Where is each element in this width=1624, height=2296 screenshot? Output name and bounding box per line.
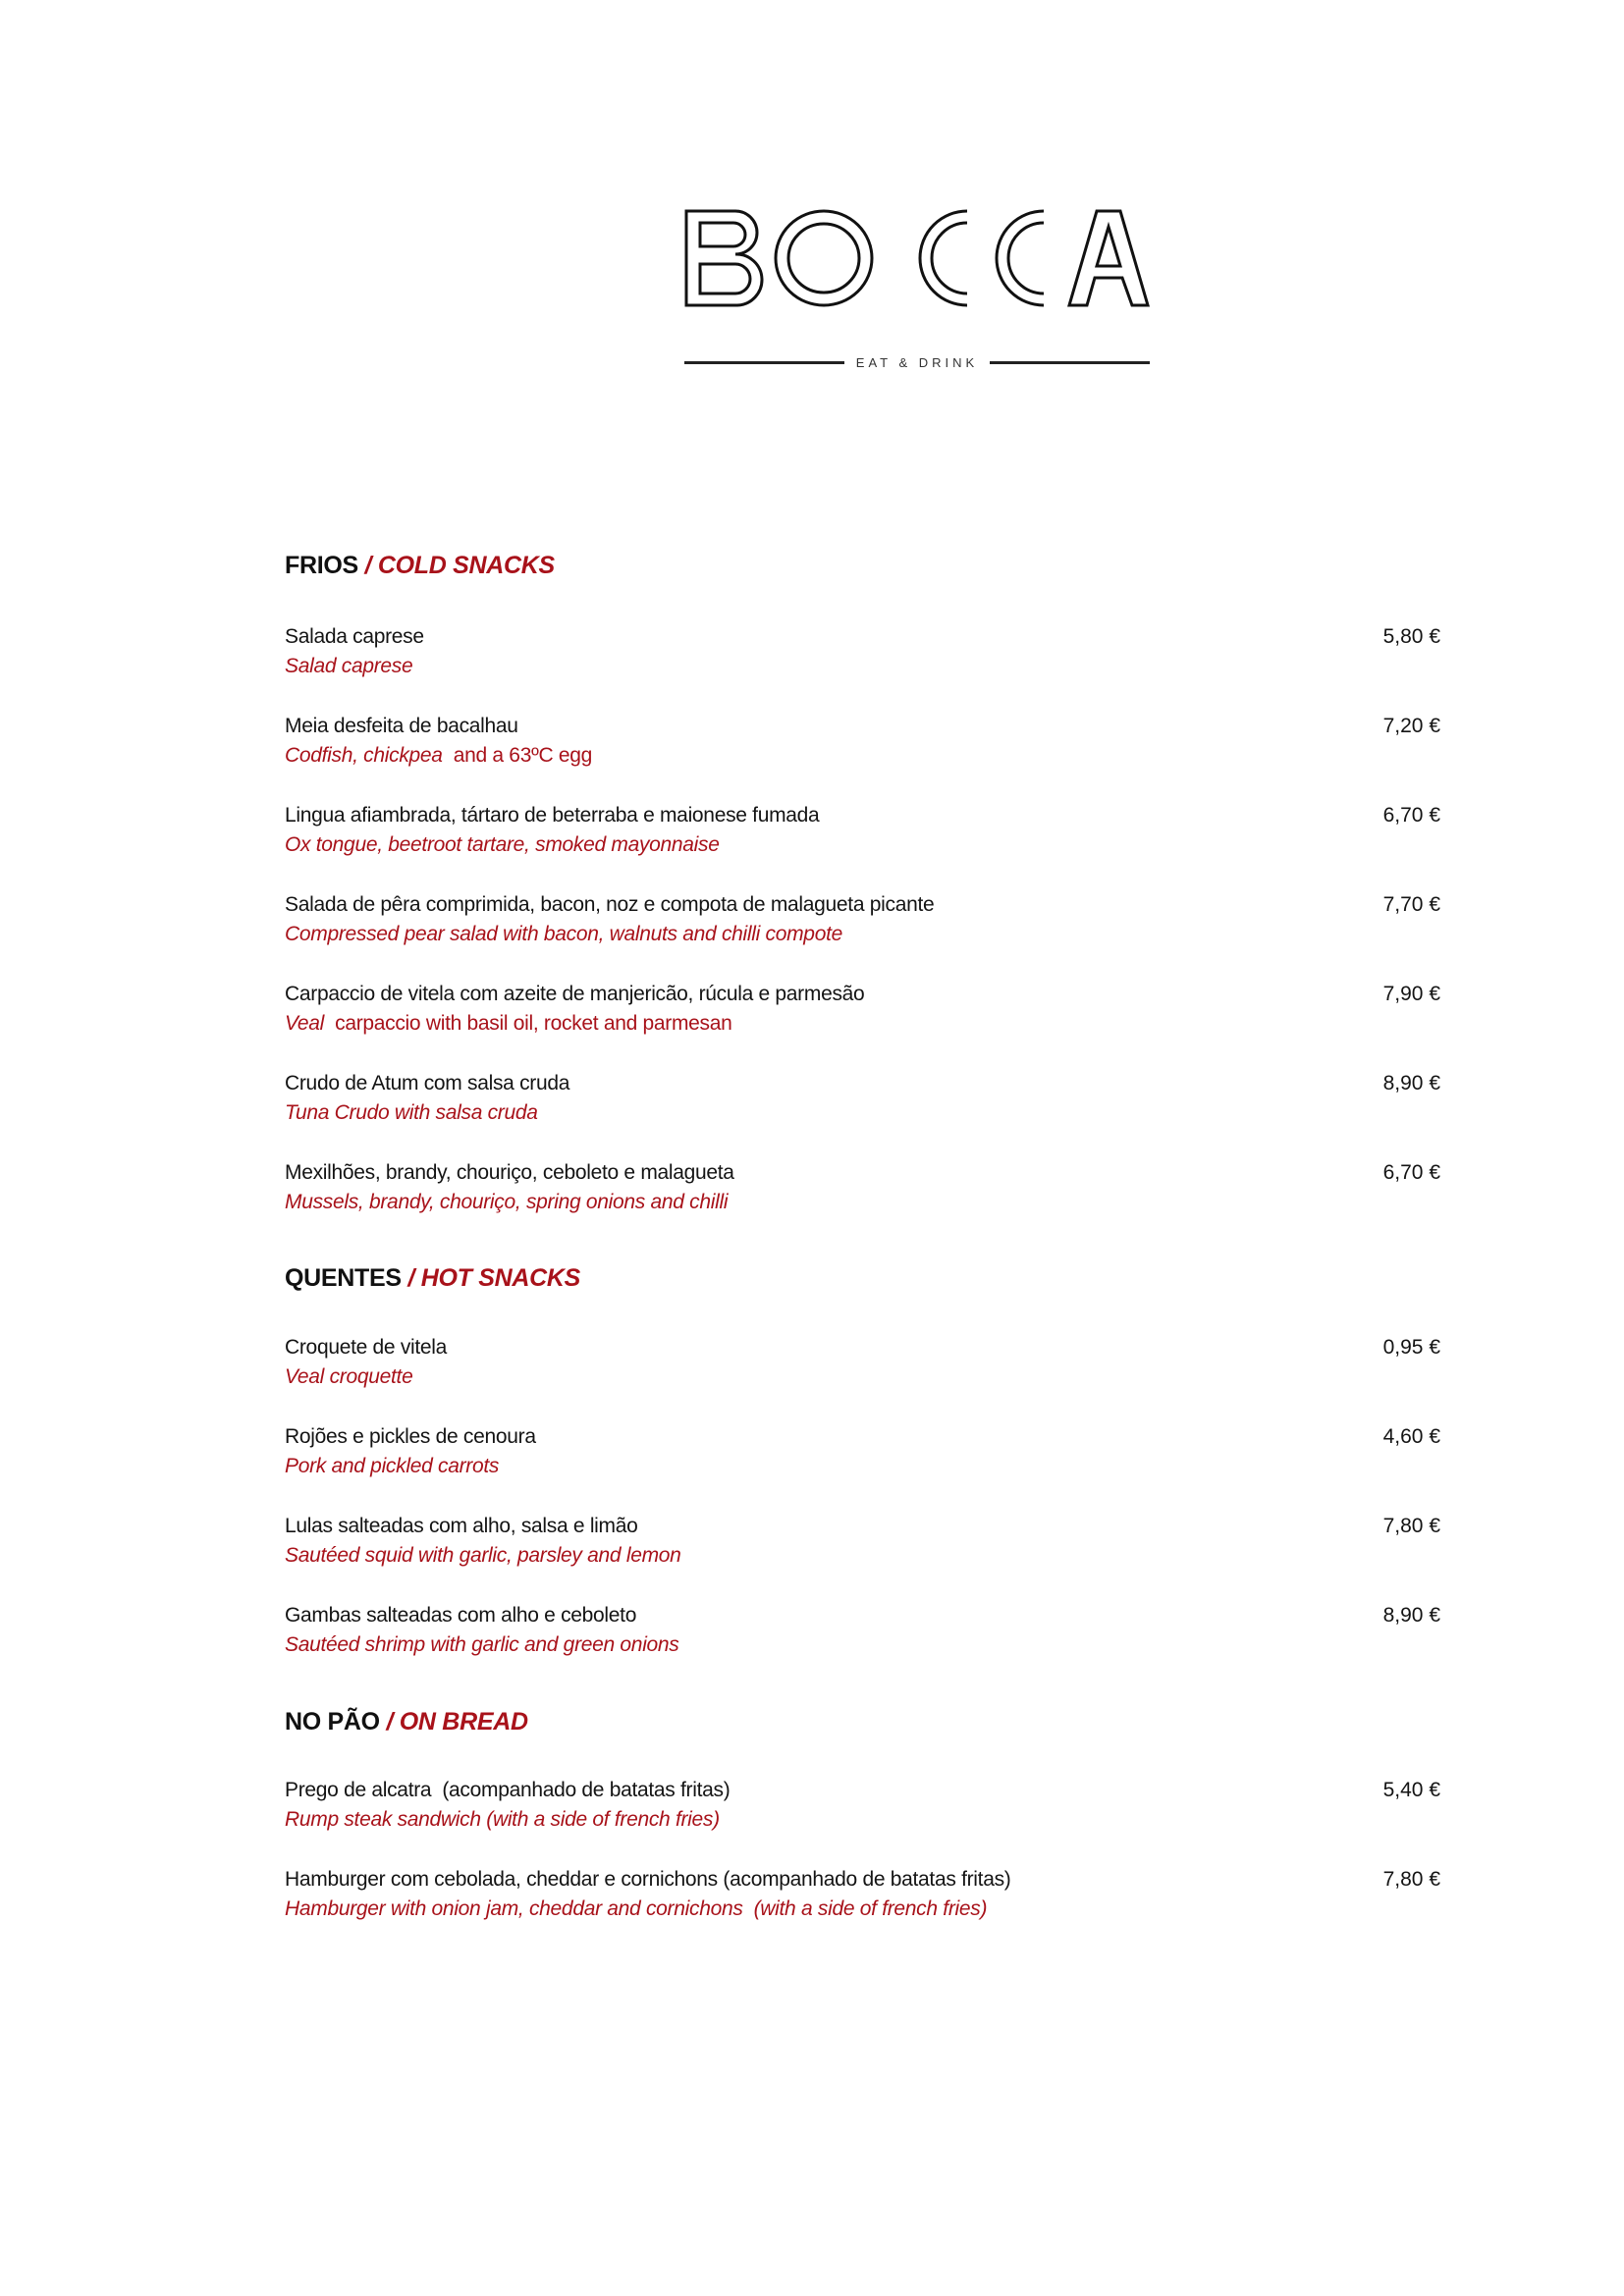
item-name-pt: Salada caprese bbox=[285, 625, 424, 648]
section-title-en: HOT SNACKS bbox=[420, 1264, 580, 1292]
item-price: 7,80 € bbox=[1382, 1515, 1440, 1537]
divider-line-left bbox=[684, 361, 844, 364]
item-name-en: Veal croquette bbox=[285, 1365, 413, 1388]
item-name-pt: Carpaccio de vitela com azeite de manjericão, rúcula e parmesão bbox=[285, 983, 865, 1005]
section-title-en: COLD SNACKS bbox=[377, 552, 555, 579]
section-title-on-bread bbox=[285, 1708, 528, 1736]
item-name-pt: Prego de alcatra (acompanhado de batatas fritas) bbox=[285, 1779, 731, 1801]
section-separator: / bbox=[379, 1708, 400, 1735]
item-name-pt: Crudo de Atum com salsa cruda bbox=[285, 1072, 570, 1095]
menu-item bbox=[285, 1333, 1440, 1394]
section-title-hot-snacks bbox=[285, 1264, 580, 1293]
item-name-en: Compressed pear salad with bacon, walnuts and chilli compote bbox=[285, 923, 842, 945]
item-name-pt: Croquete de vitela bbox=[285, 1336, 448, 1359]
menu-item bbox=[285, 622, 1440, 683]
item-price: 0,95 € bbox=[1382, 1336, 1440, 1359]
item-price: 8,90 € bbox=[1382, 1604, 1440, 1627]
section-title-cold-snacks bbox=[285, 552, 555, 580]
item-name-pt: Lulas salteadas com alho, salsa e limão bbox=[285, 1515, 638, 1537]
item-price: 7,90 € bbox=[1382, 983, 1440, 1005]
menu-item bbox=[285, 712, 1440, 773]
menu-item bbox=[285, 1512, 1440, 1573]
menu-item bbox=[285, 801, 1440, 862]
section-title-pt: NO PÃO bbox=[285, 1708, 380, 1735]
item-price: 6,70 € bbox=[1382, 1161, 1440, 1184]
item-name-pt: Rojões e pickles de cenoura bbox=[285, 1425, 536, 1448]
item-price: 8,90 € bbox=[1382, 1072, 1440, 1095]
item-price: 5,80 € bbox=[1382, 625, 1440, 648]
item-name-pt: Gambas salteadas com alho e ceboleto bbox=[285, 1604, 637, 1627]
tagline-text: EAT & DRINK bbox=[855, 354, 979, 370]
item-name-en: Sautéed shrimp with garlic and green onions bbox=[285, 1633, 679, 1656]
item-name-en: Veal carpaccio with basil oil, rocket and parmesan bbox=[285, 1012, 732, 1035]
item-price: 5,40 € bbox=[1382, 1779, 1440, 1801]
item-name-en: Rump steak sandwich (with a side of french fries) bbox=[285, 1808, 720, 1831]
item-name-pt: Hamburger com cebolada, cheddar e cornichons (acompanhado de batatas fritas) bbox=[285, 1868, 1011, 1891]
item-name-en: Mussels, brandy, chouriço, spring onions and chilli bbox=[285, 1191, 729, 1213]
menu-item bbox=[285, 1069, 1440, 1130]
item-price: 4,60 € bbox=[1382, 1425, 1440, 1448]
bocca-logo bbox=[684, 209, 1150, 307]
menu-item bbox=[285, 1422, 1440, 1483]
item-name-pt: Salada de pêra comprimida, bacon, noz e compota de malagueta picante bbox=[285, 893, 935, 916]
section-title-pt: QUENTES bbox=[285, 1264, 402, 1292]
item-name-pt: Lingua afiambrada, tártaro de beterraba e maionese fumada bbox=[285, 804, 820, 827]
menu-item bbox=[285, 1601, 1440, 1662]
menu-item bbox=[285, 1776, 1440, 1837]
item-name-en: Hamburger with onion jam, cheddar and cornichons (with a side of french fries) bbox=[285, 1897, 988, 1920]
menu-item bbox=[285, 1865, 1440, 1926]
item-price: 7,80 € bbox=[1382, 1868, 1440, 1891]
menu-item bbox=[285, 890, 1440, 951]
section-separator: / bbox=[357, 552, 378, 579]
section-separator: / bbox=[401, 1264, 421, 1292]
tagline bbox=[684, 351, 1150, 373]
section-title-en: ON BREAD bbox=[399, 1708, 528, 1735]
item-name-pt: Mexilhões, brandy, chouriço, ceboleto e malagueta bbox=[285, 1161, 734, 1184]
item-name-en: Pork and pickled carrots bbox=[285, 1455, 500, 1477]
item-price: 6,70 € bbox=[1382, 804, 1440, 827]
item-name-en: Sautéed squid with garlic, parsley and lemon bbox=[285, 1544, 681, 1567]
item-price: 7,20 € bbox=[1382, 715, 1440, 737]
divider-line-right bbox=[990, 361, 1150, 364]
item-name-en: Ox tongue, beetroot tartare, smoked mayonnaise bbox=[285, 833, 720, 856]
menu-item bbox=[285, 980, 1440, 1041]
item-name-en: Salad caprese bbox=[285, 655, 413, 677]
section-title-pt: FRIOS bbox=[285, 552, 358, 579]
item-name-pt: Meia desfeita de bacalhau bbox=[285, 715, 518, 737]
item-name-en: Tuna Crudo with salsa cruda bbox=[285, 1101, 538, 1124]
item-price: 7,70 € bbox=[1382, 893, 1440, 916]
item-name-en: Codfish, chickpea and a 63ºC egg bbox=[285, 744, 592, 767]
menu-item bbox=[285, 1158, 1440, 1219]
